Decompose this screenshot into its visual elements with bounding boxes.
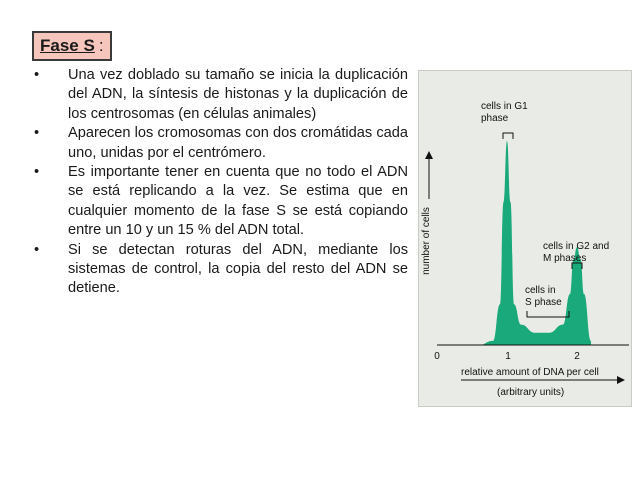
bullet-text: Si se detectan roturas del ADN, mediante los sistemas de control, la copia del resto del ADN se detiene. xyxy=(68,241,408,297)
x-tick-label: 2 xyxy=(574,351,580,362)
s-bracket xyxy=(527,311,569,317)
bullet-item xyxy=(34,66,408,124)
g2-label-line2: M phases xyxy=(543,253,587,264)
dna-histogram-chart xyxy=(419,71,631,406)
g1-bracket xyxy=(503,133,513,139)
slide-title xyxy=(32,31,112,61)
x-tick-label: 1 xyxy=(505,351,511,362)
bullet-text: Aparecen los cromosomas con dos cromátidas cada uno, unidas por el centrómero. xyxy=(68,125,408,161)
s-label-line1: cells in xyxy=(525,285,556,296)
bullet-symbol: • xyxy=(34,241,40,258)
bullet-symbol: • xyxy=(34,67,40,83)
s-label-line2: S phase xyxy=(525,297,562,308)
slide-title-text: Fase S xyxy=(40,36,95,55)
g1-label-line2: phase xyxy=(481,113,509,124)
x-axis-label: relative amount of DNA per cell xyxy=(461,367,599,378)
g2-label-line1: cells in G2 and xyxy=(543,241,610,252)
x-axis-arrow-head xyxy=(617,376,625,384)
bullet-symbol: • xyxy=(34,125,40,142)
bullet-symbol: • xyxy=(34,164,40,181)
bullet-text: Una vez doblado su tamaño se inicia la duplicación del ADN, la síntesis de histonas y la duplicación de los centrosomas (en células animales) xyxy=(68,67,408,122)
bullet-item xyxy=(34,124,408,163)
dna-histogram-figure xyxy=(418,70,632,407)
x-axis-sublabel: (arbitrary units) xyxy=(497,387,565,398)
g1-label-line1: cells in G1 xyxy=(481,101,528,112)
y-axis-label: number of cells xyxy=(421,207,432,275)
bullet-text: Es importante tener en cuenta que no todo el ADN se está replicando a la vez. Se estima que en cualquier momento de la fase S se está copiando entre un 10 y un 15 % del ADN total. xyxy=(68,164,408,239)
x-tick-label: 0 xyxy=(434,351,440,362)
bullet-list xyxy=(34,66,408,299)
slide-title-colon: : xyxy=(98,36,104,55)
bullet-item xyxy=(34,163,408,241)
bullet-item xyxy=(34,241,408,299)
y-axis-arrow-head xyxy=(425,151,433,159)
